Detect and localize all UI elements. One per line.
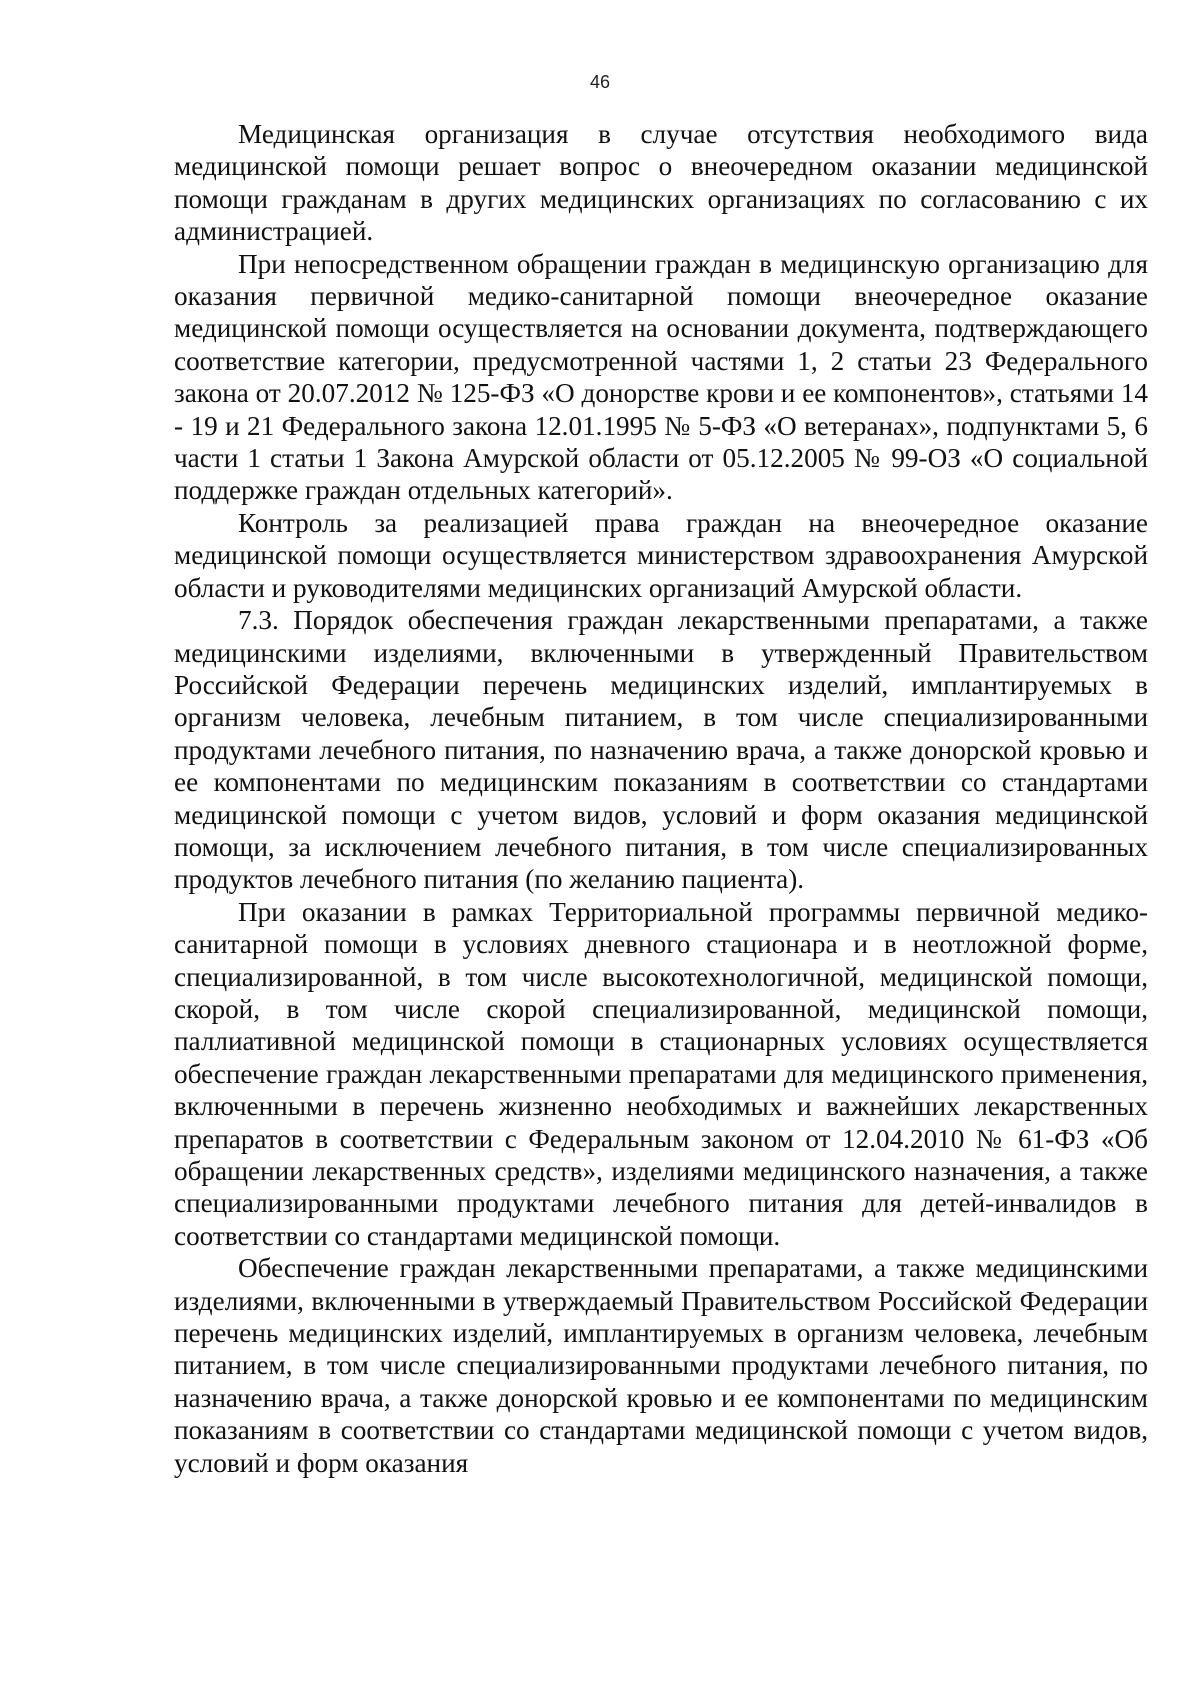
paragraph-extraordinary-care-other-organizations: Медицинская организация в случае отсутствия необходимого вида медицинской помощи решает вопрос о внеочередном оказании медицинской помощи гражданам в других медицинских организациях по согласованию с их администрацией. <box>174 119 1148 247</box>
document-body <box>174 118 1148 1479</box>
paragraph-drug-provision-territorial-program: При оказании в рамках Территориальной программы первичной медико-санитарной помощи в условиях дневного стационара и в неотложной форме, специализированной, в том числе высокотехнологичной, медицинской помощи, скорой, в том числе скорой специализированной, медицинской помощи, паллиативной медицинской помощи в стационарных условиях осуществляется обеспечение граждан лекарственными препаратами для медицинского применения, включенными в перечень жизненно необходимых и важнейших лекарственных препаратов в соответствии с Федеральным законом от 12.04.2010 № 61-ФЗ «Об обращении лекарственных средств», изделиями медицинского назначения, а также специализированными продуктами лечебного питания для детей-инвалидов в соответствии со стандартами медицинской помощи. <box>174 896 1148 1251</box>
paragraph-control-of-rights: Контроль за реализацией права граждан на внеочередное оказание медицинской помощи осуществляется министерством здравоохранения Амурской области и руководителями медицинских организаций Амурской области. <box>174 507 1148 603</box>
paragraph-section-7-3-heading: 7.3. Порядок обеспечения граждан лекарственными препаратами, а также медицинскими изделиями, включенными в утвержденный Правительством Российской Федерации перечень медицинских изделий, имплантируемых в организм человека, лечебным питанием, в том числе специализированными продуктами лечебного питания, по назначению врача, а также донорской кровью и ее компонентами по медицинским показаниям в соответствии со стандартами медицинской помощи с учетом видов, условий и форм оказания медицинской помощи, за исключением лечебного питания, в том числе специализированных продуктов лечебного питания (по желанию пациента). <box>174 605 1148 895</box>
paragraph-drug-provision-continued: Обеспечение граждан лекарственными препаратами, а также медицинскими изделиями, включенными в утверждаемый Правительством Российской Федерации перечень медицинских изделий, имплантируемых в организм человека, лечебным питанием, в том числе специализированными продуктами лечебного питания, по назначению врача, а также донорской кровью и ее компонентами по медицинским показаниям в соответствии со стандартами медицинской помощи с учетом видов, условий и форм оказания <box>174 1253 1148 1478</box>
paragraph-direct-appeal-documents: При непосредственном обращении граждан в медицинскую организацию для оказания первичной медико-санитарной помощи внеочередное оказание медицинской помощи осуществляется на основании документа, подтверждающего соответствие категории, предусмотренной частями 1, 2 статьи 23 Федерального закона от 20.07.2012 № 125-ФЗ «О донорстве крови и ее компонентов», статьями 14 - 19 и 21 Федерального закона 12.01.1995 № 5-ФЗ «О ветеранах», подпунктами 5, 6 части 1 статьи 1 Закона Амурской области от 05.12.2005 № 99-ОЗ «О социальной поддержке граждан отдельных категорий». <box>174 248 1148 506</box>
page-number: 46 <box>589 72 611 92</box>
